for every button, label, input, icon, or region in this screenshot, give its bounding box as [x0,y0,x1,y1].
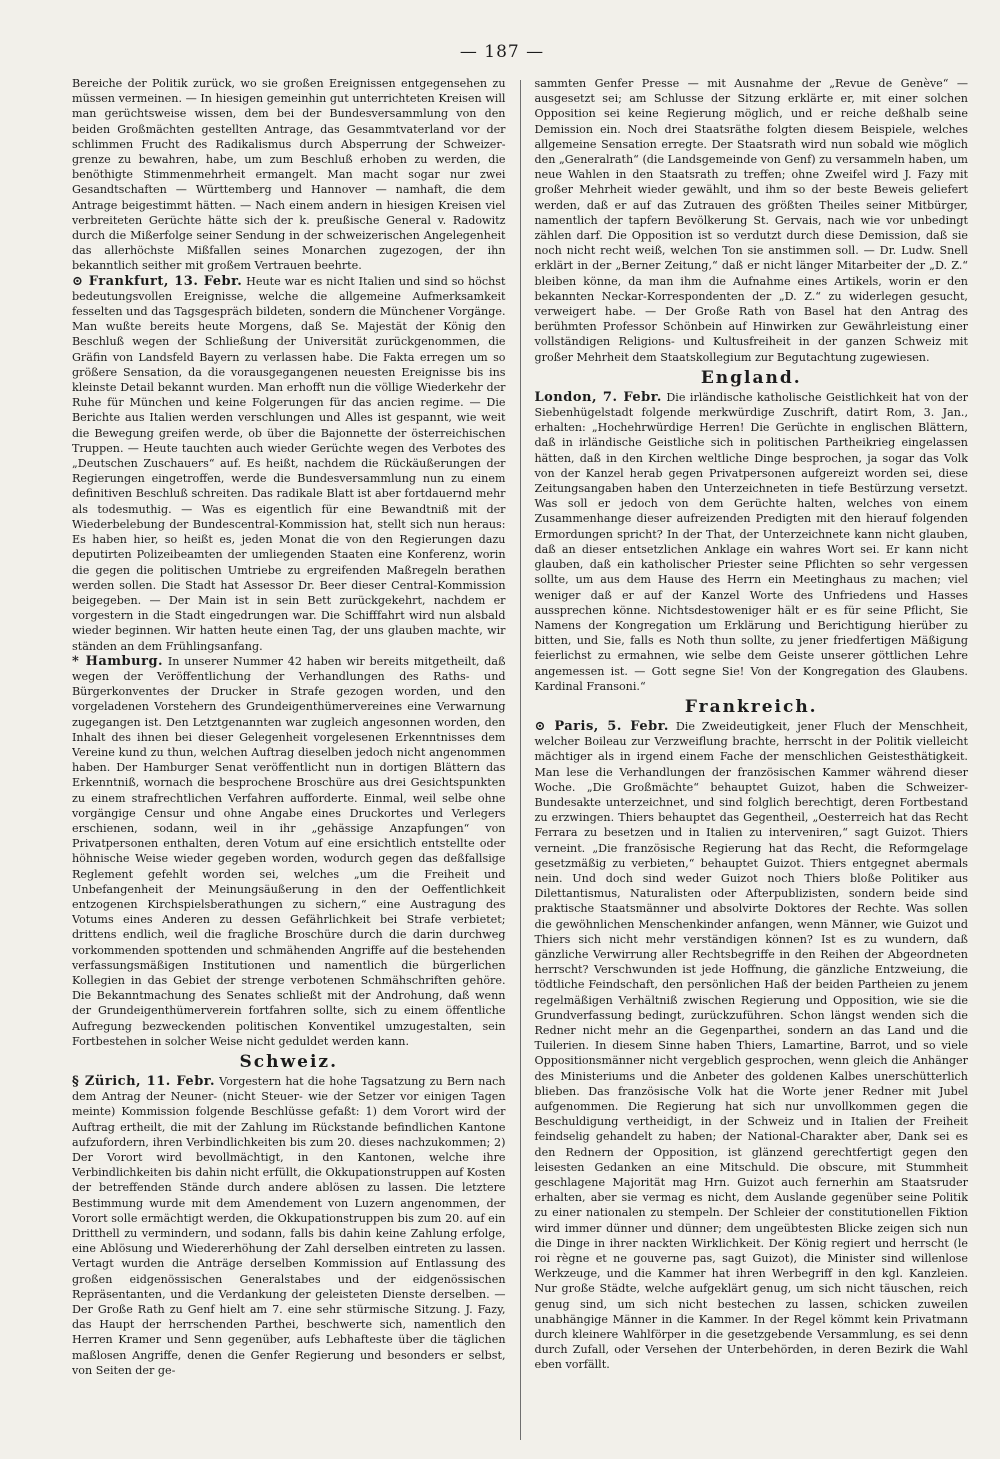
paris-article [534,719,968,1373]
paris-text: Die Zweideutigkeit, jener Fluch der Menschheit, welcher Boileau zur Verzweiflung brachte, herrscht in der Politik vielleicht mächtiger als in irgend einem Fache der menschlichen Geistesthätigkeit. Man lese die Verhandlungen der französischen Kammer während dieser Woche. „Die Großmächte“ behauptet Guizot, haben die Schweizer-Bundesakte unterzeichnet, und sind folglich berechtigt, deren Fortbestand zu erzwingen. Thiers behauptet das Gegentheil, „Oesterreich hat das Recht Ferrara zu besetzen und in Italien zu interveniren,“ sagt Guizot. Thiers verneint. „Die französische Regierung hat das Recht, die Reformgelage gesetzmäßig zu verbieten,“ behauptet Guizot. Thiers entgegnet abermals nein. Und doch sind weder Guizot noch Thiers bloße Politiker aus Dilettantismus, Naturalisten oder Afterpublizisten, sondern beide sind praktische Staatsmänner und absolvirte Doktores der Rechte. Was sollen die gewöhnlichen Menschenkinder anfangen, wenn Männer, wie Guizot und Thiers sich nicht mehr verständigen können? Ist es zu wundern, daß gänzliche Verwirrung aller Rechtsbegriffe in den Reihen der Abgeordneten herrscht? Verschwunden ist jede Hoffnung, die gänzliche Entzweiung, die tödtliche Feindschaft, den persönlichen Haß der beiden Partheien zu jenem regelmäßigen Verhältniß zwischen Regierung und Opposition, wie sie die Grundverfassung bedingt, zurückzuführen. Schon längst wenden sich die Redner nicht mehr an die Gegenparthei, sondern an das Land und die Tuilerien. In diesem Sinne haben Thiers, Lamartine, Barrot, und so viele Oppositionsmänner nicht vergeblich gesprochen, wenn gleich die Anhänger des Ministeriums und die Anbeter des goldenen Kalbes unerschütterlich blieben. Das französische Volk hat die Worte jener Redner mit Jubel aufgenommen. Die Regierung hat sich nur unvollkommen gegen die Beschuldigung vertheidigt, in der Schweiz und in Italien der Freiheit feindselig gehandelt zu haben; der National-Charakter aber, Dank sei es den Rednern der Opposition, ist glänzend gerechtfertigt gegen den leisesten Gedanken an eine Mitschuld. Die obscure, mit Stummheit geschlagene Majorität mag Hrn. Guizot auch fernerhin am Staatsruder erhalten, aber sie vermag es nicht, dem Auslande gegenüber seine Politik zu einer nationalen zu stempeln. Der Schleier der constitutionellen Fiktion wird immer dünner und dünner; dem ungeübtesten Blicke zeigen sich nun die Dinge in ihrer nackten Wirklichkeit. Der König regiert und herrscht (le roi règne et ne gouverne pas, sagt Guizot), die Minister sind willenlose Werkzeuge, und die Kammer hat ihren Werbegriff in den kgl. Kanzleien. Nur große Städte, welche aufgeklärt genug, um sich nicht täuschen, reich genug sind, um sich nicht bestechen zu lassen, schicken zuweilen unabhängige Männer in die Kammer. In der Regel kömmt kein Privatmann durch kleinere Wahlförper in die gesetzgebende Versammlung, es sei denn durch Zufall, oder Versehen der Unterbehörden, in deren Bezirk die Wahl eben vorfällt. [534,719,968,1372]
zurich-dateline: § Zürich, 11. Febr. [72,1074,215,1089]
london-article [534,390,968,694]
paris-dateline: ⊙ Paris, 5. Febr. [534,718,669,734]
section-heading-frankreich: Frankreich. [684,696,818,717]
left-column [72,76,506,1446]
hamburg-article [72,654,506,1049]
zurich-text: Vorgestern hat die hohe Tagsatzung zu Bern nach dem Antrag der Neuner- (nicht Steuer- wie der Setzer vor einigen Tagen meinte) Kommission folgende Beschlüsse gefaßt: 1) dem Vorort wird der Auftrag ertheilt, die mit der Zahlung im Rückstande befindlichen Kantone aufzufordern, ihren Verbindlichkeiten bis zum 20. dieses nachzukommen; 2) Der Vorort wird bevollmächtigt, in den Kantonen, welche ihre Verbindlichkeiten bis dahin nicht erfüllt, die Okkupationstruppen auf Kosten der betreffenden Stände durch andere ablösen zu lassen. Die letztere Bestimmung wurde mit dem Amendement von Luzern angenommen, der Vorort solle ermächtigt werden, die Okkupationstruppen bis zum 20. auf ein Dritthell zu vermindern, und sodann, falls bis dahin keine Zahlung erfolge, eine Ablösung und Wiedererhöhung der Zahl derselben eintreten zu lassen. Vertagt wurden die Anträge derselben Kommission auf Entlassung des großen eidgenössischen Generalstabes und der eidgenössischen Repräsentanten, und die Verdankung der geleisteten Dienste derselben. — Der Große Rath zu Genf hielt am 7. eine sehr stürmische Sitzung. J. Fazy, das Haupt der herrschenden Parthei, beschwerte sich, namentlich den Herren Kramer und Senn gegenüber, aufs Lebhafteste über die täglichen maßlosen Angriffe, denen die Genfer Regierung und besonders er selbst, von Seiten der ge- [72,1075,506,1377]
intro-paragraph: Bereiche der Politik zurück, wo sie großen Ereignissen entgegensehen zu müssen vermeinen. — In hiesigen gemeinhin gut unterrichteten Kreisen will man gerüchtsweise wissen, dem bei der Bundesversammlung von den beiden Großmächten gestellten Antrage, das Gesammtvaterland vor der schlimmen Frucht des Radikalismus durch Absperrung der Schweizer-grenze zu bewahren, habe, um zum Beschluß erhoben zu werden, die benöthigte Stimmenmehrheit ermangelt. Man macht sogar nur zwei Gesandtschaften — Württemberg und Hannover — namhaft, die dem Antrage beigestimmt hätten. — Nach einem andern in hiesigen Kreisen viel verbreiteten Gerüchte hätte sich der k. preußische General v. Radowitz durch die Mißerfolge seiner Sendung in der schweizerischen Angelegenheit das allerhöchste Mißfallen seines Monarchen zugezogen, der ihn bekanntlich seither mit großem Vertrauen beehrte. [72,77,506,273]
column-divider [520,80,521,1440]
page-number: — 187 — [459,42,545,62]
london-dateline: London, 7. Febr. [534,389,662,405]
right-column [534,76,968,1446]
hamburg-dateline: * Hamburg. [72,653,164,669]
zurich-article [72,1074,506,1378]
london-text: Die irländische katholische Geistlichkeit hat von der Siebenhügelstadt folgende merkwürdige Zuschrift, datirt Rom, 3. Jan., erhalten: „Hochehrwürdige Herren! Die Gerüchte in englischen Blättern, daß in irländische Geistliche sich in politischen Partheikrieg eingelassen hätten, daß in den Kirchen weltliche Dinge besprochen, ja sogar das Volk von der Kanzel herab gegen Privatpersonen aufgereizt worden sei, diese Zeitungsangaben haben den Unterzeichneten in tiefe Bestürzung versetzt. Was soll er jedoch von dem Gerüchte halten, welches von einem Zusammenhange dieser aufreizenden Predigten mit den hierauf folgenden Ermordungen spricht? In der That, der Unterzeichnete kann nicht glauben, daß an dieser entsetzlichen Anklage ein wahres Wort sei. Er kann nicht glauben, daß ein katholischer Priester seine Pflichten so sehr vergessen sollte, um aus dem Hause des Herrn ein Meetinghaus zu machen; viel weniger daß er auf der Kanzel Worte des Unfriedens und Hasses aussprechen könne. Nichtsdestoweniger hält er es für seine Pflicht, Sie Namens der Kongregation um Erklärung und Berichtigung hierüber zu bitten, und Sie, falls es Noth thun sollte, zu jener friedfertigen Mäßigung feierlichst zu ermahnen, wie selbe dem Geiste unserer göttlichen Lehre angemessen ist. — Gott segne Sie! Von der Kongregation des Glaubens. Kardinal Fransoni.“ [534,390,968,693]
section-heading-england: England. [700,367,802,388]
frankfurt-dateline: ⊙ Frankfurt, 13. Febr. [72,273,243,289]
frankfurt-text: Heute war es nicht Italien und sind so höchst bedeutungsvollen Ereignisse, welche die allgemeine Aufmerksamkeit fesselten und das Tagsgespräch bildeten, sondern die Münchener Vorgänge. Man wußte bereits heute Morgens, daß Se. Majestät der König den Beschluß wegen der Schließung der Universität zurückgenommen, die Gräfin von Landsfeld Bayern zu verlassen habe. Die Fakta erregen um so größere Sensation, da die vorausgegangenen neuesten Ereignisse bis ins kleinste Detail bekannt wurden. Man erhofft nun die völlige Wiederkehr der Ruhe für München und keine Folgerungen für das ancien regime. — Die Berichte aus Italien werden verschlungen und Alles ist gespannt, wie weit die Bewegung greifen werde, ob über die Bajonnette der österreichischen Truppen. — Heute tauchten auch wieder Gerüchte wegen des Verbotes des „Deutschen Zuschauers“ auf. Es heißt, nachdem die Rückäußerungen der Regierungen eingetroffen, werde die Bundesversammlung nun zu einem definitiven Beschluß schreiten. Das radikale Blatt ist aber fortdauernd mehr als todesmuthig. — Was es eigentlich für eine Bewandtniß mit der Wiederbelebung der Bundescentral-Kommission hat, stellt sich nun heraus: Es haben hier, so heißt es, jeden Monat die von den Regierungen dazu deputirten Polizeibeamten der umliegenden Staaten eine Konferenz, worin die gegen die politischen Umtriebe zu ergreifenden Maßregeln berathen werden sollen. Die Stadt hat Assessor Dr. Beer dieser Central-Kommission beigegeben. — Der Main ist in sein Bett zurückgekehrt, nachdem er vorgestern in die Stadt eingedrungen war. Die Schifffahrt wird nun alsbald wieder beginnen. Wir hatten heute einen Tag, der uns glauben machte, wir ständen an dem Frühlingsanfang. [72,274,506,653]
hamburg-text: In unserer Nummer 42 haben wir bereits mitgetheilt, daß wegen der Veröffentlichung der Verhandlungen des Raths- und Bürgerkonventes der Drucker in Strafe gezogen worden, und den vorgeladenen Vorstehern des Grundeigenthümervereines eine Verwarnung zugegangen ist. Den Letztgenannten war zugleich angesonnen worden, den Inhalt des ihnen bei dieser Gelegenheit vorgelesenen Erkenntnisses dem Vereine kund zu thun, welchen Auftrag dieselben jedoch nicht angenommen haben. Der Hamburger Senat veröffentlicht nun in dortigen Blättern das Erkenntniß, wornach die besprochene Broschüre aus drei Gesichtspunkten zu einem strafrechtlichen Verfahren aufforderte. Einmal, weil selbe ohne vorgängige Censur und ohne Angabe eines Druckortes und Verlegers erschienen, sodann, weil in ihr „gehässige Anzapfungen“ von Privatpersonen enthalten, deren Votum auf eine ersichtlich entstellte oder höhnische Weise wieder gegeben worden, wodurch gegen das deßfallsige Reglement gefehlt worden sei, welches „um die Freiheit und Unbefangenheit der Meinungsäußerung in den der Oeffentlichkeit entzogenen Kirchspielsberathungen zu sichern,“ eine Austragung des Votums eines Anderen zu dessen Gefährlichkeit bei Strafe verbietet; drittens endlich, weil die fragliche Broschüre durch die darin durchweg vorkommenden spottenden und schmähenden Angriffe auf die bestehenden verfassungsmäßigen Institutionen und namentlich die bürgerlichen Kollegien in das Gebiet der strenge verbotenen Schmähschriften gehöre. Die Bekanntmachung des Senates schließt mit der Androhung, daß wenn der Grundeigenthümerverein fortfahren sollte, sich zu einem öffentliche Aufregung bezweckenden politischen Konventikel umzugestalten, sein Fortbestehen in solcher Weise nicht geduldet werden kann. [72,654,506,1048]
section-heading-schweiz: Schweiz. [239,1052,338,1072]
frankfurt-article [72,274,506,654]
text-columns [72,76,968,1446]
geneva-continuation: sammten Genfer Presse — mit Ausnahme der „Revue de Genève“ — ausgesetzt sei; am Schlusse der Sitzung erklärte er, mit einer solchen Opposition sei keine Regierung möglich, und er reiche deßhalb seine Demission ein. Noch drei Staatsräthe folgten diesem Beispiele, welches allgemeine Sensation erregte. Der Staatsrath wird nun sobald wie möglich den „Generalrath“ (die Landsgemeinde von Genf) zu versammeln haben, um neue Wahlen in den Staatsrath zu treffen; ohne Zweifel wird J. Fazy mit großer Mehrheit wieder gewählt, und ihm so der beste Beweis geliefert werden, daß er auf das Zutrauen des größten Theiles seiner Mitbürger, namentlich der tapfern Bevölkerung St. Gervais, nach wie vor unbedingt zählen darf. Die Opposition ist so verdutzt durch diese Demission, daß sie noch nicht recht weiß, welchen Ton sie anstimmen soll. — Dr. Ludw. Snell erklärt in der „Berner Zeitung,“ daß er nicht länger Mitarbeiter der „D. Z.“ bleiben könne, da man ihm die Aufnahme eines Artikels, worin er den bekannten Neckar-Korrespondenten der „D. Z.“ zu widerlegen gesucht, verweigert habe. — Der Große Rath von Basel hat den Antrag des berühmten Professor Schönbein auf Hinwirken zur Gewährleistung einer vollständigen Religions- und Kultusfreiheit in der ganzen Schweiz mit großer Mehrheit dem Staatskollegium zur Begutachtung zugewiesen. [534,77,968,364]
